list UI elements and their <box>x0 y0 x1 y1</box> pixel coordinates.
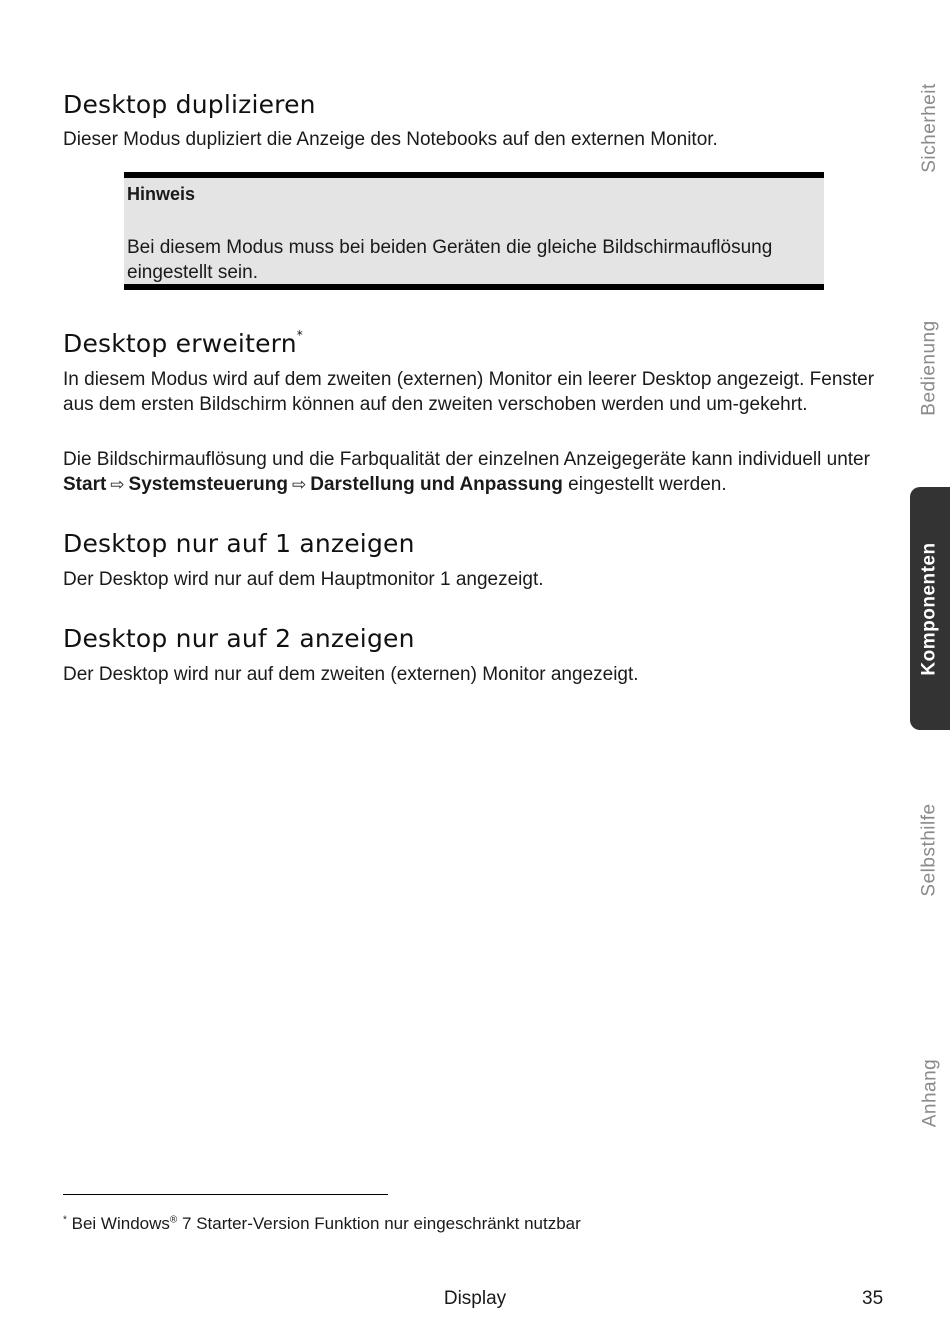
arrow-right-icon: ⇨ <box>292 475 307 494</box>
side-tab-anhang[interactable] <box>910 1045 950 1140</box>
note-text: Bei diesem Modus muss bei beiden Geräten die gleiche Bildschirmauflösung eingestellt sein. <box>127 237 773 283</box>
side-tab-label: Bedienung <box>919 319 940 416</box>
path-appearance: Darstellung und Anpassung <box>310 474 563 495</box>
side-tab-label: Selbsthilfe <box>919 803 941 897</box>
section-heading-extend <box>63 329 303 358</box>
footnote <box>63 1214 581 1234</box>
path-control-panel: Systemsteuerung <box>128 474 288 495</box>
footnote-marker: * <box>296 327 303 342</box>
side-tab-label: Anhang <box>919 1058 941 1127</box>
side-tab-sicherheit[interactable] <box>910 70 950 185</box>
side-tab-selbsthilfe[interactable] <box>910 790 950 910</box>
arrow-right-icon: ⇨ <box>110 475 125 494</box>
page-number: 35 <box>862 1288 884 1309</box>
registered-mark: ® <box>169 1214 178 1226</box>
footnote-text-post: 7 Starter-Version Funktion nur eingeschränkt nutzbar <box>182 1214 581 1233</box>
section-body-extend-settings <box>63 447 888 497</box>
section-heading-only-2: Desktop nur auf 2 anzeigen <box>63 624 415 653</box>
footnote-mark: * <box>63 1214 67 1226</box>
note-box <box>124 172 824 290</box>
footnote-separator <box>63 1194 388 1195</box>
side-tab-bedienung[interactable] <box>910 305 950 430</box>
section-heading-extend-text: Desktop erweitern <box>63 329 297 358</box>
footnote-text-pre: Bei Windows <box>71 1214 170 1233</box>
note-title: Hinweis <box>127 184 196 204</box>
section-body-only-2: Der Desktop wird nur auf dem zweiten (externen) Monitor angezeigt. <box>63 664 639 685</box>
section-heading-only-1: Desktop nur auf 1 anzeigen <box>63 529 415 558</box>
section-body-extend: In diesem Modus wird auf dem zweiten (externen) Monitor ein leerer Desktop angezeigt. Fenster aus dem ersten Bildschirm können auf den zweiten verschoben werden und um-gekehrt. <box>63 369 875 415</box>
settings-text-prefix: Die Bildschirmauflösung und die Farbqualität der einzelnen Anzeigegeräte kann individuell unter <box>63 449 870 470</box>
settings-text-suffix: eingestellt werden. <box>568 474 727 495</box>
section-body-duplicate: Dieser Modus dupliziert die Anzeige des Notebooks auf den externen Monitor. <box>63 129 718 150</box>
footer-chapter-title: Display <box>443 1288 507 1309</box>
side-tab-label: Komponenten <box>919 541 940 676</box>
side-tab-komponenten[interactable] <box>910 487 950 730</box>
path-start: Start <box>63 474 107 495</box>
side-tab-label: Sicherheit <box>919 82 940 173</box>
section-heading-duplicate: Desktop duplizieren <box>63 90 316 119</box>
section-body-only-1: Der Desktop wird nur auf dem Hauptmonitor 1 angezeigt. <box>63 569 544 590</box>
